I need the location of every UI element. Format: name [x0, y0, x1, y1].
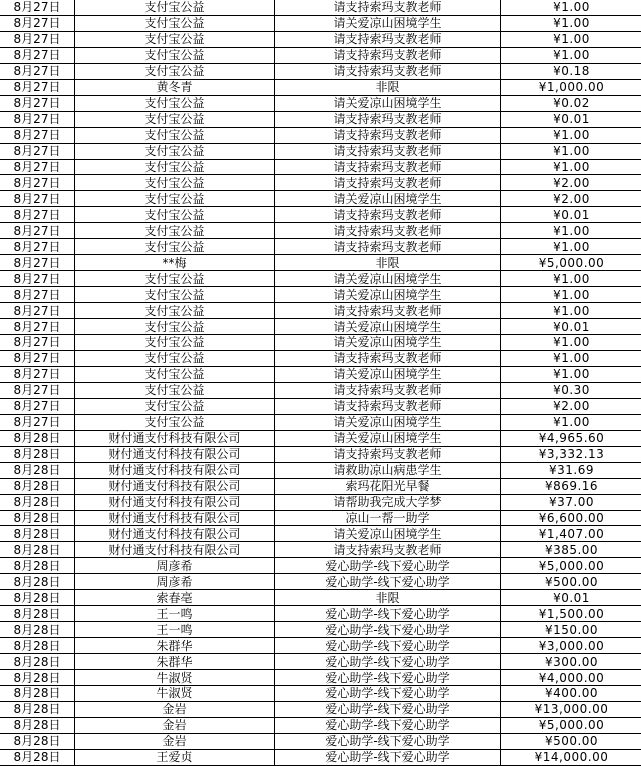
cell-donor[interactable]: 金岩 — [75, 717, 275, 733]
cell-date[interactable]: 8月27日 — [0, 31, 75, 47]
cell-date[interactable]: 8月27日 — [0, 366, 75, 382]
cell-date[interactable]: 8月27日 — [0, 79, 75, 95]
cell-date[interactable]: 8月27日 — [0, 303, 75, 319]
table-row — [0, 350, 641, 366]
cell-donor[interactable]: 王一鸣 — [75, 622, 275, 638]
cell-project[interactable]: 请关爱凉山困境学生 — [275, 271, 501, 287]
cell-donor[interactable]: 牛淑贤 — [75, 685, 275, 701]
cell-date[interactable]: 8月27日 — [0, 335, 75, 351]
cell-amount[interactable]: ¥150.00 — [501, 622, 641, 638]
table-row — [0, 255, 641, 271]
cell-date[interactable]: 8月27日 — [0, 159, 75, 175]
cell-amount[interactable]: ¥1.00 — [501, 31, 641, 47]
cell-donor[interactable]: 黄冬青 — [75, 79, 275, 95]
cell-date[interactable]: 8月27日 — [0, 350, 75, 366]
cell-project[interactable]: 爱心助学-线下爱心助学 — [275, 701, 501, 717]
cell-date[interactable]: 8月28日 — [0, 526, 75, 542]
cell-project[interactable]: 爱心助学-线下爱心助学 — [275, 717, 501, 733]
cell-amount[interactable]: ¥2.00 — [501, 398, 641, 414]
cell-project[interactable]: 请支持索玛支教老师 — [275, 446, 501, 462]
table-row — [0, 79, 641, 95]
cell-date[interactable]: 8月27日 — [0, 127, 75, 143]
cell-amount[interactable]: ¥5,000.00 — [501, 717, 641, 733]
cell-date[interactable]: 8月27日 — [0, 287, 75, 303]
table-row — [0, 303, 641, 319]
cell-amount[interactable]: ¥0.01 — [501, 319, 641, 335]
cell-donor[interactable]: 支付宝公益 — [75, 271, 275, 287]
cell-amount[interactable]: ¥1.00 — [501, 0, 641, 15]
cell-donor[interactable]: 支付宝公益 — [75, 239, 275, 255]
cell-donor[interactable]: 支付宝公益 — [75, 335, 275, 351]
cell-donor[interactable]: 支付宝公益 — [75, 47, 275, 63]
cell-date[interactable]: 8月27日 — [0, 47, 75, 63]
cell-donor[interactable]: 支付宝公益 — [75, 207, 275, 223]
cell-project[interactable]: 请支持索玛支教老师 — [275, 175, 501, 191]
cell-amount[interactable]: ¥5,000.00 — [501, 558, 641, 574]
cell-donor[interactable]: 金岩 — [75, 701, 275, 717]
cell-donor[interactable]: 王爱贞 — [75, 749, 275, 765]
table-row — [0, 670, 641, 686]
cell-amount[interactable]: ¥6,600.00 — [501, 510, 641, 526]
cell-amount[interactable]: ¥1.00 — [501, 303, 641, 319]
table-row — [0, 366, 641, 382]
cell-project[interactable]: 爱心助学-线下爱心助学 — [275, 749, 501, 765]
cell-amount[interactable]: ¥1.00 — [501, 223, 641, 239]
cell-date[interactable]: 8月28日 — [0, 670, 75, 686]
cell-donor[interactable]: 支付宝公益 — [75, 223, 275, 239]
cell-date[interactable]: 8月28日 — [0, 558, 75, 574]
table-row — [0, 95, 641, 111]
table-row — [0, 63, 641, 79]
cell-date[interactable]: 8月28日 — [0, 478, 75, 494]
cell-project[interactable]: 请支持索玛支教老师 — [275, 111, 501, 127]
cell-project[interactable]: 请支持索玛支教老师 — [275, 239, 501, 255]
cell-amount[interactable]: ¥4,965.60 — [501, 430, 641, 446]
cell-date[interactable]: 8月28日 — [0, 510, 75, 526]
cell-donor[interactable]: 支付宝公益 — [75, 111, 275, 127]
cell-donor[interactable]: 财付通支付科技有限公司 — [75, 526, 275, 542]
cell-amount[interactable]: ¥1.00 — [501, 47, 641, 63]
cell-date[interactable]: 8月28日 — [0, 622, 75, 638]
cell-donor[interactable]: 金岩 — [75, 733, 275, 749]
cell-donor[interactable]: 财付通支付科技有限公司 — [75, 462, 275, 478]
table-row — [0, 15, 641, 31]
cell-project[interactable]: 请支持索玛支教老师 — [275, 350, 501, 366]
cell-date[interactable]: 8月27日 — [0, 319, 75, 335]
table-row — [0, 335, 641, 351]
cell-amount[interactable]: ¥0.01 — [501, 207, 641, 223]
cell-date[interactable]: 8月28日 — [0, 685, 75, 701]
cell-donor[interactable]: 支付宝公益 — [75, 159, 275, 175]
cell-donor[interactable]: 财付通支付科技有限公司 — [75, 510, 275, 526]
cell-donor[interactable]: 支付宝公益 — [75, 0, 275, 15]
table-row — [0, 606, 641, 622]
cell-amount[interactable]: ¥5,000.00 — [501, 255, 641, 271]
table-row — [0, 717, 641, 733]
cell-amount[interactable]: ¥14,000.00 — [501, 749, 641, 765]
table-row — [0, 542, 641, 558]
cell-date[interactable]: 8月28日 — [0, 638, 75, 654]
cell-amount[interactable]: ¥1.00 — [501, 271, 641, 287]
cell-amount[interactable]: ¥1.00 — [501, 159, 641, 175]
cell-amount[interactable]: ¥1,500.00 — [501, 606, 641, 622]
cell-project[interactable]: 请支持索玛支教老师 — [275, 31, 501, 47]
cell-project[interactable]: 爱心助学-线下爱心助学 — [275, 606, 501, 622]
cell-amount[interactable]: ¥2.00 — [501, 191, 641, 207]
table-row — [0, 223, 641, 239]
cell-date[interactable]: 8月27日 — [0, 271, 75, 287]
cell-date[interactable]: 8月28日 — [0, 462, 75, 478]
cell-project[interactable]: 请支持索玛支教老师 — [275, 127, 501, 143]
cell-amount[interactable]: ¥1.00 — [501, 127, 641, 143]
cell-donor[interactable]: 支付宝公益 — [75, 303, 275, 319]
cell-donor[interactable]: 周彦希 — [75, 558, 275, 574]
cell-project[interactable]: 爱心助学-线下爱心助学 — [275, 558, 501, 574]
cell-project[interactable]: 请关爱凉山困境学生 — [275, 15, 501, 31]
cell-donor[interactable]: 支付宝公益 — [75, 398, 275, 414]
table-row — [0, 398, 641, 414]
cell-project[interactable]: 爱心助学-线下爱心助学 — [275, 654, 501, 670]
cell-amount[interactable]: ¥500.00 — [501, 733, 641, 749]
cell-project[interactable]: 爱心助学-线下爱心助学 — [275, 622, 501, 638]
cell-project[interactable]: 非限 — [275, 255, 501, 271]
table-row — [0, 175, 641, 191]
cell-amount[interactable]: ¥869.16 — [501, 478, 641, 494]
table-row — [0, 685, 641, 701]
cell-donor[interactable]: 支付宝公益 — [75, 191, 275, 207]
cell-project[interactable]: 请支持索玛支教老师 — [275, 207, 501, 223]
cell-donor[interactable]: 朱群华 — [75, 638, 275, 654]
cell-date[interactable]: 8月27日 — [0, 143, 75, 159]
cell-project[interactable]: 请支持索玛支教老师 — [275, 542, 501, 558]
cell-amount[interactable]: ¥1.00 — [501, 287, 641, 303]
cell-donor[interactable]: 支付宝公益 — [75, 414, 275, 430]
cell-amount[interactable]: ¥0.01 — [501, 111, 641, 127]
cell-donor[interactable]: 支付宝公益 — [75, 127, 275, 143]
cell-project[interactable]: 请支持索玛支教老师 — [275, 47, 501, 63]
table-row — [0, 638, 641, 654]
table-row — [0, 558, 641, 574]
table-row — [0, 31, 641, 47]
cell-date[interactable]: 8月28日 — [0, 606, 75, 622]
cell-amount[interactable]: ¥400.00 — [501, 685, 641, 701]
cell-date[interactable]: 8月27日 — [0, 223, 75, 239]
cell-amount[interactable]: ¥13,000.00 — [501, 701, 641, 717]
cell-project[interactable]: 请关爱凉山困境学生 — [275, 366, 501, 382]
cell-project[interactable]: 请关爱凉山困境学生 — [275, 430, 501, 446]
table-row — [0, 462, 641, 478]
cell-date[interactable]: 8月28日 — [0, 701, 75, 717]
cell-date[interactable]: 8月27日 — [0, 414, 75, 430]
table-row — [0, 526, 641, 542]
cell-amount[interactable]: ¥1.00 — [501, 350, 641, 366]
cell-date[interactable]: 8月28日 — [0, 430, 75, 446]
cell-project[interactable]: 请救助凉山病患学生 — [275, 462, 501, 478]
cell-project[interactable]: 请关爱凉山困境学生 — [275, 191, 501, 207]
cell-project[interactable]: 请帮助我完成大学梦 — [275, 494, 501, 510]
cell-date[interactable]: 8月28日 — [0, 494, 75, 510]
cell-donor[interactable]: 周彦希 — [75, 574, 275, 590]
cell-project[interactable]: 请关爱凉山困境学生 — [275, 526, 501, 542]
table-row — [0, 159, 641, 175]
cell-donor[interactable]: 财付通支付科技有限公司 — [75, 542, 275, 558]
cell-donor[interactable]: 支付宝公益 — [75, 143, 275, 159]
cell-date[interactable]: 8月28日 — [0, 749, 75, 765]
cell-amount[interactable]: ¥37.00 — [501, 494, 641, 510]
cell-date[interactable]: 8月27日 — [0, 191, 75, 207]
cell-donor[interactable]: 牛淑贤 — [75, 670, 275, 686]
table-row — [0, 510, 641, 526]
cell-donor[interactable]: 支付宝公益 — [75, 63, 275, 79]
cell-donor[interactable]: 支付宝公益 — [75, 15, 275, 31]
cell-project[interactable]: 请支持索玛支教老师 — [275, 63, 501, 79]
cell-project[interactable]: 爱心助学-线下爱心助学 — [275, 670, 501, 686]
cell-amount[interactable]: ¥3,332.13 — [501, 446, 641, 462]
cell-date[interactable]: 8月27日 — [0, 382, 75, 398]
cell-donor[interactable]: 财付通支付科技有限公司 — [75, 446, 275, 462]
table-row — [0, 143, 641, 159]
cell-project[interactable]: 非限 — [275, 79, 501, 95]
table-row — [0, 574, 641, 590]
table-row — [0, 207, 641, 223]
cell-project[interactable]: 请支持索玛支教老师 — [275, 223, 501, 239]
cell-date[interactable]: 8月27日 — [0, 63, 75, 79]
table-row — [0, 111, 641, 127]
cell-amount[interactable]: ¥0.30 — [501, 382, 641, 398]
cell-project[interactable]: 请关爱凉山困境学生 — [275, 335, 501, 351]
cell-donor[interactable]: 支付宝公益 — [75, 95, 275, 111]
cell-project[interactable]: 索玛花阳光早餐 — [275, 478, 501, 494]
cell-date[interactable]: 8月28日 — [0, 446, 75, 462]
cell-project[interactable]: 请支持索玛支教老师 — [275, 143, 501, 159]
cell-date[interactable]: 8月27日 — [0, 0, 75, 15]
cell-donor[interactable]: 财付通支付科技有限公司 — [75, 494, 275, 510]
table-row — [0, 749, 641, 765]
cell-date[interactable]: 8月28日 — [0, 574, 75, 590]
cell-amount[interactable]: ¥1.00 — [501, 239, 641, 255]
cell-date[interactable]: 8月28日 — [0, 590, 75, 606]
table-row — [0, 239, 641, 255]
cell-project[interactable]: 请支持索玛支教老师 — [275, 159, 501, 175]
cell-date[interactable]: 8月28日 — [0, 654, 75, 670]
cell-amount[interactable]: ¥2.00 — [501, 175, 641, 191]
cell-amount[interactable]: ¥1.00 — [501, 414, 641, 430]
cell-date[interactable]: 8月27日 — [0, 398, 75, 414]
cell-donor[interactable]: 王一鸣 — [75, 606, 275, 622]
cell-project[interactable]: 请支持索玛支教老师 — [275, 398, 501, 414]
cell-amount[interactable]: ¥31.69 — [501, 462, 641, 478]
cell-amount[interactable]: ¥0.01 — [501, 590, 641, 606]
table-row — [0, 494, 641, 510]
cell-project[interactable]: 非限 — [275, 590, 501, 606]
cell-project[interactable]: 请支持索玛支教老师 — [275, 303, 501, 319]
cell-project[interactable]: 请关爱凉山困境学生 — [275, 95, 501, 111]
cell-donor[interactable]: 财付通支付科技有限公司 — [75, 478, 275, 494]
cell-amount[interactable]: ¥0.18 — [501, 63, 641, 79]
table-row — [0, 0, 641, 15]
cell-donor[interactable]: 索春亳 — [75, 590, 275, 606]
table-row — [0, 191, 641, 207]
table-row — [0, 590, 641, 606]
cell-project[interactable]: 请支持索玛支教老师 — [275, 0, 501, 15]
cell-amount[interactable]: ¥500.00 — [501, 574, 641, 590]
cell-date[interactable]: 8月27日 — [0, 111, 75, 127]
cell-date[interactable]: 8月27日 — [0, 207, 75, 223]
cell-amount[interactable]: ¥1,000.00 — [501, 79, 641, 95]
cell-project[interactable]: 请关爱凉山困境学生 — [275, 414, 501, 430]
table-row — [0, 127, 641, 143]
cell-date[interactable]: 8月27日 — [0, 95, 75, 111]
cell-project[interactable]: 请支持索玛支教老师 — [275, 382, 501, 398]
table-row — [0, 319, 641, 335]
cell-amount[interactable]: ¥4,000.00 — [501, 670, 641, 686]
cell-donor[interactable]: 支付宝公益 — [75, 319, 275, 335]
table-row — [0, 430, 641, 446]
cell-amount[interactable]: ¥385.00 — [501, 542, 641, 558]
table-row — [0, 382, 641, 398]
cell-donor[interactable]: 支付宝公益 — [75, 382, 275, 398]
table-row — [0, 622, 641, 638]
cell-date[interactable]: 8月28日 — [0, 717, 75, 733]
cell-date[interactable]: 8月28日 — [0, 733, 75, 749]
table-row — [0, 287, 641, 303]
cell-donor[interactable]: 支付宝公益 — [75, 366, 275, 382]
table-row — [0, 446, 641, 462]
cell-donor[interactable]: 支付宝公益 — [75, 175, 275, 191]
cell-amount[interactable]: ¥1.00 — [501, 366, 641, 382]
cell-project[interactable]: 爱心助学-线下爱心助学 — [275, 685, 501, 701]
cell-project[interactable]: 爱心助学-线下爱心助学 — [275, 574, 501, 590]
cell-project[interactable]: 爱心助学-线下爱心助学 — [275, 733, 501, 749]
cell-donor[interactable]: 财付通支付科技有限公司 — [75, 430, 275, 446]
cell-donor[interactable]: **梅 — [75, 255, 275, 271]
cell-date[interactable]: 8月27日 — [0, 175, 75, 191]
cell-donor[interactable]: 支付宝公益 — [75, 350, 275, 366]
cell-project[interactable]: 凉山一帮一助学 — [275, 510, 501, 526]
cell-amount[interactable]: ¥3,000.00 — [501, 638, 641, 654]
cell-project[interactable]: 爱心助学-线下爱心助学 — [275, 638, 501, 654]
cell-donor[interactable]: 支付宝公益 — [75, 31, 275, 47]
table-row — [0, 654, 641, 670]
table-row — [0, 733, 641, 749]
cell-amount[interactable]: ¥1.00 — [501, 335, 641, 351]
cell-project[interactable]: 请关爱凉山困境学生 — [275, 319, 501, 335]
cell-date[interactable]: 8月27日 — [0, 255, 75, 271]
cell-amount[interactable]: ¥1,407.00 — [501, 526, 641, 542]
cell-amount[interactable]: ¥0.02 — [501, 95, 641, 111]
table-row — [0, 478, 641, 494]
table-row — [0, 271, 641, 287]
table-row — [0, 701, 641, 717]
table-row — [0, 414, 641, 430]
cell-date[interactable]: 8月28日 — [0, 542, 75, 558]
cell-date[interactable]: 8月27日 — [0, 239, 75, 255]
cell-amount[interactable]: ¥1.00 — [501, 143, 641, 159]
cell-project[interactable]: 请关爱凉山困境学生 — [275, 287, 501, 303]
cell-donor[interactable]: 朱群华 — [75, 654, 275, 670]
table-row — [0, 47, 641, 63]
cell-amount[interactable]: ¥300.00 — [501, 654, 641, 670]
cell-donor[interactable]: 支付宝公益 — [75, 287, 275, 303]
cell-amount[interactable]: ¥1.00 — [501, 15, 641, 31]
cell-date[interactable]: 8月27日 — [0, 15, 75, 31]
